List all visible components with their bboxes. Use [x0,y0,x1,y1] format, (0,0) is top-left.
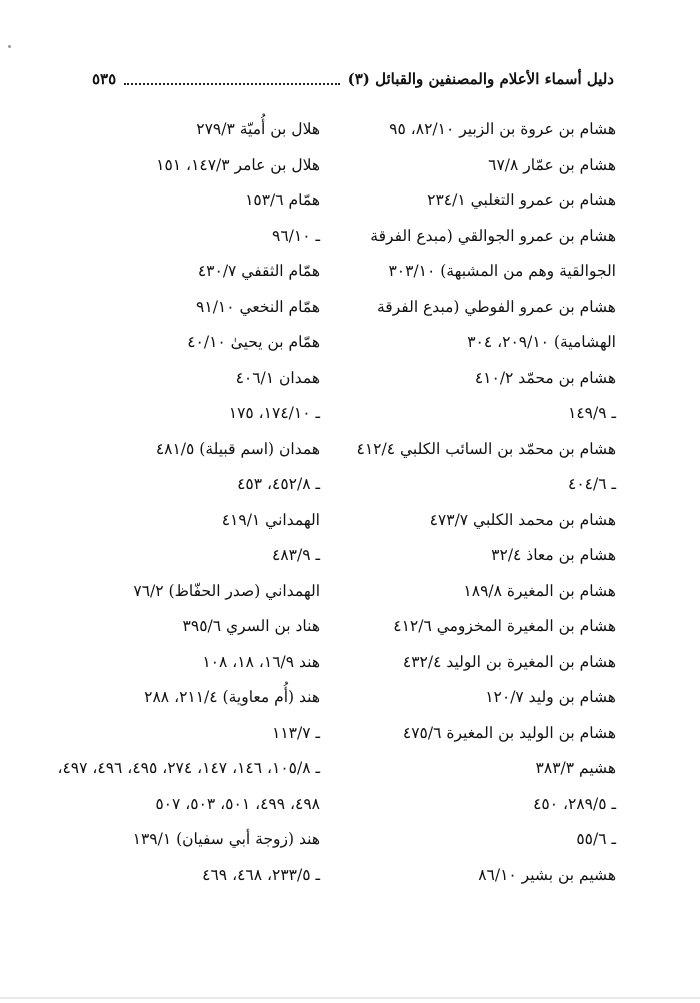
index-entry: الجوالقية وهم من المشبهة) ٣٠٣/١٠ [388,262,616,280]
header-title: دليل أسماء الأعلام والمصنفين والقبائل (٣) [347,70,614,88]
index-entry: هشام بن محمّد بن السائب الكلبي ٤١٢/٤ [356,439,616,458]
index-entry: ـ ١١٣/٧ [272,723,320,742]
index-entry: هند (أُم معاوية) ٢١١/٤، ٢٨٨ [144,688,320,706]
index-entry: ـ ٢٣٣/٥، ٤٦٨، ٤٦٩ [202,865,320,884]
index-entry: ـ ١٤٩/٩ [568,404,616,422]
index-entry: همدان ٤٠٦/١ [235,368,320,387]
index-entry: همّام ١٥٣/٦ [245,191,320,209]
index-entry: هشام بن وليد ١٢٠/٧ [485,688,616,706]
index-entry: ـ ٤٥٢/٨، ٤٥٣ [237,475,320,493]
index-entry: ـ ٤٨٣/٩ [272,546,320,564]
index-entry: همّام النخعي ٩١/١٠ [196,297,320,316]
index-entry: هشام بن عمّار ٦٧/٨ [488,155,616,174]
margin-speck [8,45,11,48]
page-bottom-edge [0,997,700,999]
index-entry: ـ ١٧٤/١٠، ١٧٥ [228,404,320,422]
index-entry: هشام بن عروة بن الزبير ٨٢/١٠، ٩٥ [389,120,616,138]
index-entry: هشام بن عمرو التغلبي ٢٣٤/١ [427,191,616,209]
index-entry: همّام بن يحيىٰ ٤٠/١٠ [187,333,320,351]
index-entry: الهمداني (صدر الحفّاظ) ٧٦/٢ [133,581,320,600]
index-entry: هشام بن عمرو الفوطي (مبدع الفرقة [376,297,616,316]
index-entry: هشام بن المغيرة المخزومي ٤١٢/٦ [393,617,616,635]
index-entry: ـ ٤٠٤/٦ [568,475,616,493]
index-entry: ٤٩٨، ٤٩٩، ٥٠١، ٥٠٣، ٥٠٧ [155,794,320,813]
header-leader-dots [124,73,339,85]
index-entry: هشام بن محمّد ٤١٠/٢ [474,368,616,387]
index-entry: همدان (اسم قبيلة) ٤٨١/٥ [155,439,320,458]
index-entry: هند (زوجة أبي سفيان) ١٣٩/١ [132,830,320,848]
index-entry: همّام الثقفي ٤٣٠/٧ [197,262,320,280]
index-entry: ـ ١٠٥/٨، ١٤٦، ١٤٧، ٢٧٤، ٤٩٥، ٤٩٦، ٤٩٧، [57,759,320,777]
index-entry: هشام بن عمرو الجوالقي (مبدع الفرقة [370,226,616,245]
running-header [92,64,614,94]
index-entry: هند ١٦/٩، ١٨، ١٠٨ [202,652,320,671]
page-number: ٥٣٥ [92,70,117,88]
index-entry: هشام بن معاذ ٣٢/٤ [491,546,616,564]
index-entry: هلال بن أُميّة ٢٧٩/٣ [196,120,320,138]
index-entry: هلال بن عامر ١٤٧/٣، ١٥١ [156,155,320,174]
index-entry: ـ ٢٨٩/٥، ٤٥٠ [533,794,616,813]
index-entry: هشام بن المغيرة بن الوليد ٤٣٢/٤ [402,652,616,671]
index-column-right [336,112,616,893]
index-entry: هشيم ٣٨٣/٣ [535,759,616,777]
index-entry: هشيم بن بشير ٨٦/١٠ [478,865,616,884]
index-entry: ـ ٥٥/٦ [576,830,616,848]
index-entry: هشام بن الوليد بن المغيرة ٤٧٥/٦ [402,723,616,742]
index-column-left [20,112,320,893]
index-entry: الهشامية) ٢٠٩/١٠، ٣٠٤ [467,333,616,351]
index-entry: هناد بن السري ٣٩٥/٦ [182,617,320,635]
index-entry: ـ ٩٦/١٠ [272,226,320,245]
index-entry: الهمداني ٤١٩/١ [221,510,320,529]
index-entry: هشام بن محمد الكلبي ٤٧٣/٧ [429,510,616,529]
index-entry: هشام بن المغيرة ١٨٩/٨ [463,581,616,600]
